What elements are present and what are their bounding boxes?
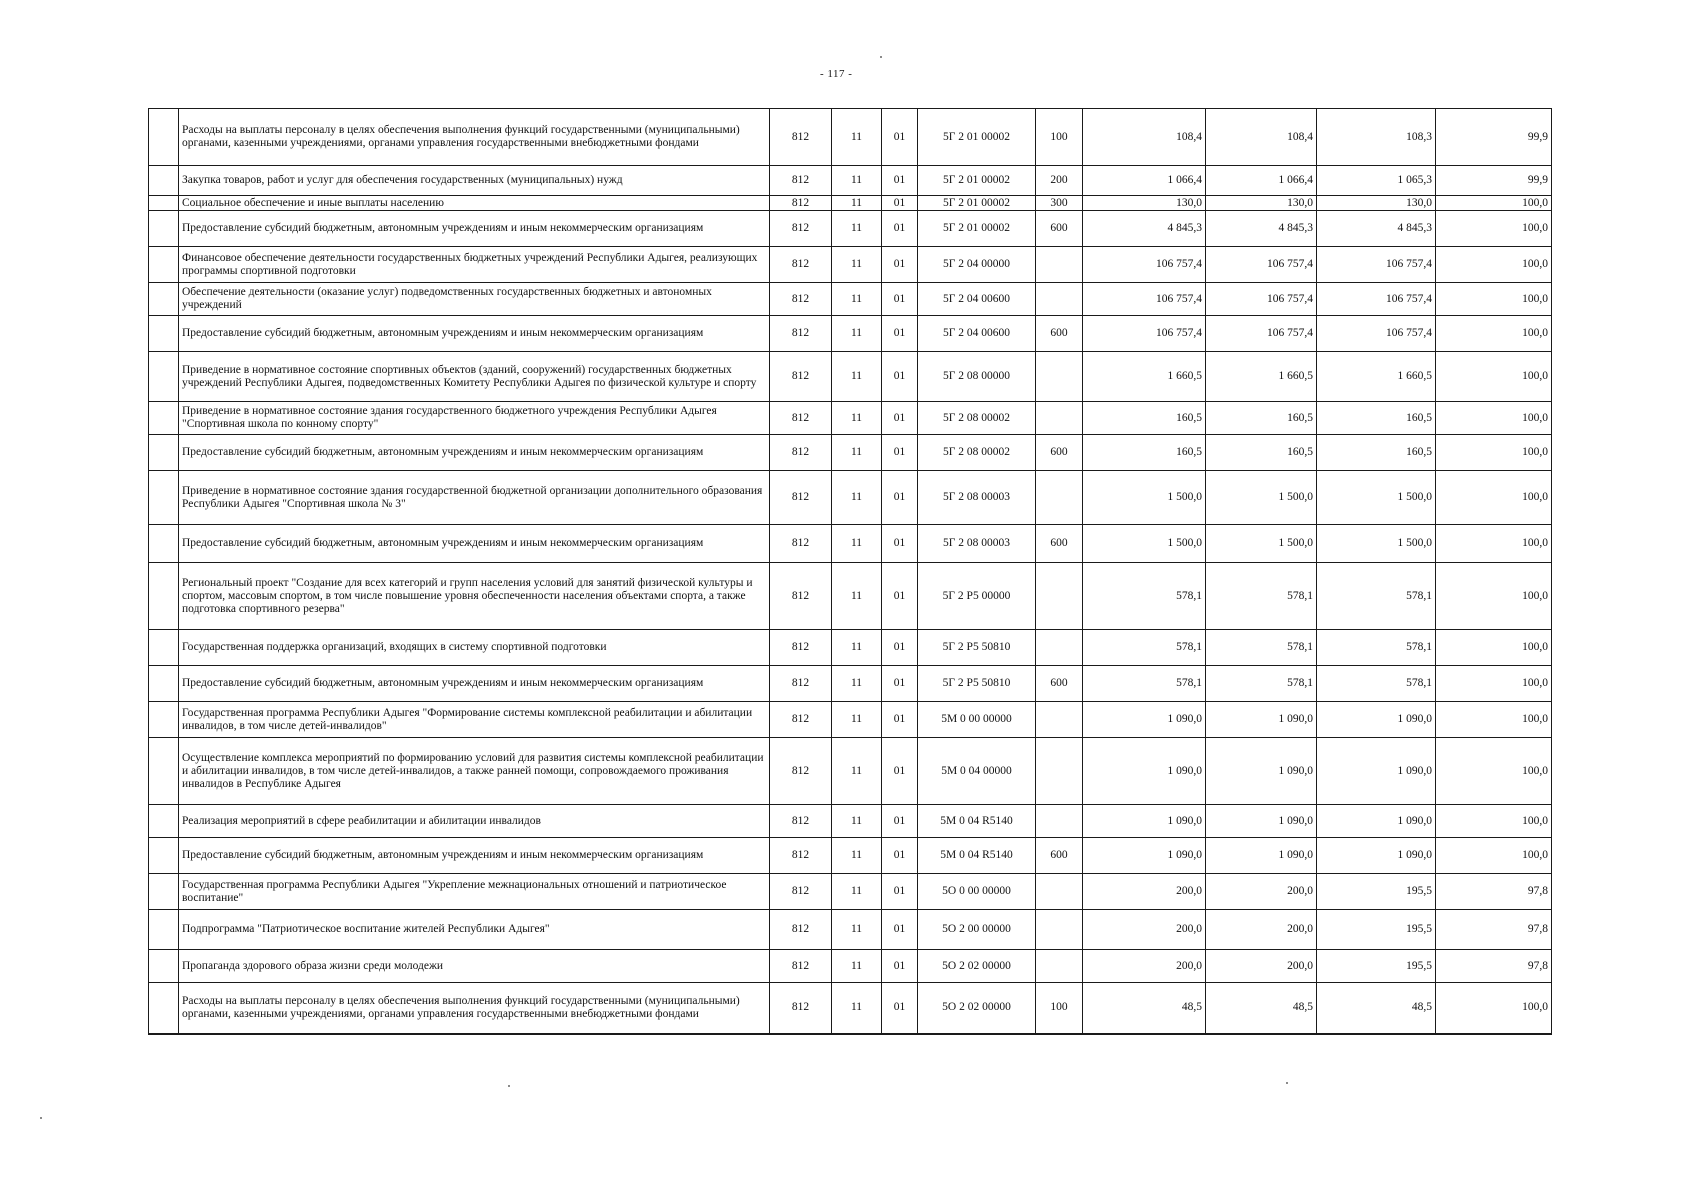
row-margin-cell [149,805,179,838]
execution-percent-cell: 100,0 [1436,702,1552,738]
name-cell: Осуществление комплекса мероприятий по формированию условий для развития системы комплексной реабилитации и абилитации инвалидов, в том числе детей-инвалидов, а также ранней помощи, сопровождаемого проживания инвалидов в Республике Адыгея [179,738,770,805]
approved-amount-cell: 108,4 [1083,109,1206,166]
refined-amount-cell: 160,5 [1206,435,1317,471]
ministry-code-cell: 812 [770,166,832,196]
target-article-cell: 5Г 2 08 00003 [918,525,1036,563]
row-margin-cell [149,316,179,352]
approved-amount-cell: 48,5 [1083,983,1206,1034]
subsection-code-cell: 01 [882,702,918,738]
ministry-code-cell: 812 [770,247,832,283]
target-article-cell: 5Г 2 01 00002 [918,196,1036,211]
target-article-cell: 5О 2 00 00000 [918,910,1036,950]
section-code-cell: 11 [832,983,882,1034]
approved-amount-cell: 160,5 [1083,402,1206,435]
row-margin-cell [149,950,179,983]
row-margin-cell [149,196,179,211]
subsection-code-cell: 01 [882,950,918,983]
row-margin-cell [149,838,179,874]
target-article-cell: 5О 2 02 00000 [918,950,1036,983]
table-row [149,166,1552,196]
section-code-cell: 11 [832,402,882,435]
refined-amount-cell: 1 500,0 [1206,525,1317,563]
row-margin-cell [149,471,179,525]
expense-type-cell: 600 [1036,666,1083,702]
executed-amount-cell: 195,5 [1317,910,1436,950]
execution-percent-cell: 100,0 [1436,525,1552,563]
target-article-cell: 5Г 2 04 00000 [918,247,1036,283]
execution-percent-cell: 100,0 [1436,402,1552,435]
approved-amount-cell: 1 500,0 [1083,525,1206,563]
name-cell: Предоставление субсидий бюджетным, автономным учреждениям и иным некоммерческим организациям [179,435,770,471]
table-row [149,109,1552,166]
row-margin-cell [149,166,179,196]
approved-amount-cell: 1 066,4 [1083,166,1206,196]
execution-percent-cell: 97,8 [1436,910,1552,950]
execution-percent-cell: 99,9 [1436,166,1552,196]
row-margin-cell [149,247,179,283]
row-margin-cell [149,738,179,805]
refined-amount-cell: 106 757,4 [1206,316,1317,352]
ministry-code-cell: 812 [770,402,832,435]
row-margin-cell [149,563,179,630]
refined-amount-cell: 48,5 [1206,983,1317,1034]
expense-type-cell: 100 [1036,983,1083,1034]
row-margin-cell [149,435,179,471]
row-margin-cell [149,874,179,910]
name-cell: Приведение в нормативное состояние здания государственного бюджетного учреждения Республики Адыгея "Спортивная школа по конному спорту" [179,402,770,435]
subsection-code-cell: 01 [882,283,918,316]
approved-amount-cell: 106 757,4 [1083,316,1206,352]
section-code-cell: 11 [832,874,882,910]
execution-percent-cell: 100,0 [1436,211,1552,247]
executed-amount-cell: 48,5 [1317,983,1436,1034]
ministry-code-cell: 812 [770,702,832,738]
executed-amount-cell: 1 065,3 [1317,166,1436,196]
expense-type-cell: 200 [1036,166,1083,196]
row-margin-cell [149,283,179,316]
name-cell: Предоставление субсидий бюджетным, автономным учреждениям и иным некоммерческим организациям [179,838,770,874]
ministry-code-cell: 812 [770,211,832,247]
name-cell: Предоставление субсидий бюджетным, автономным учреждениям и иным некоммерческим организациям [179,525,770,563]
expense-type-cell [1036,702,1083,738]
executed-amount-cell: 195,5 [1317,950,1436,983]
section-code-cell: 11 [832,247,882,283]
subsection-code-cell: 01 [882,910,918,950]
refined-amount-cell: 1 066,4 [1206,166,1317,196]
executed-amount-cell: 1 090,0 [1317,805,1436,838]
refined-amount-cell: 4 845,3 [1206,211,1317,247]
section-code-cell: 11 [832,435,882,471]
expense-type-cell [1036,283,1083,316]
approved-amount-cell: 1 090,0 [1083,702,1206,738]
section-code-cell: 11 [832,950,882,983]
executed-amount-cell: 578,1 [1317,630,1436,666]
executed-amount-cell: 4 845,3 [1317,211,1436,247]
expense-type-cell: 600 [1036,838,1083,874]
subsection-code-cell: 01 [882,805,918,838]
approved-amount-cell: 130,0 [1083,196,1206,211]
table-body [149,109,1552,1034]
section-code-cell: 11 [832,109,882,166]
refined-amount-cell: 160,5 [1206,402,1317,435]
approved-amount-cell: 1 090,0 [1083,738,1206,805]
execution-percent-cell: 100,0 [1436,316,1552,352]
ministry-code-cell: 812 [770,471,832,525]
section-code-cell: 11 [832,525,882,563]
table-row [149,983,1552,1034]
approved-amount-cell: 1 660,5 [1083,352,1206,402]
row-margin-cell [149,910,179,950]
refined-amount-cell: 578,1 [1206,666,1317,702]
expense-type-cell [1036,352,1083,402]
table-row [149,352,1552,402]
approved-amount-cell: 578,1 [1083,666,1206,702]
ministry-code-cell: 812 [770,352,832,402]
subsection-code-cell: 01 [882,738,918,805]
expense-type-cell [1036,910,1083,950]
refined-amount-cell: 200,0 [1206,874,1317,910]
name-cell: Государственная программа Республики Адыгея "Укрепление межнациональных отношений и патриотическое воспитание" [179,874,770,910]
name-cell: Государственная программа Республики Адыгея "Формирование системы комплексной реабилитации и абилитации инвалидов, в том числе детей-инвалидов" [179,702,770,738]
target-article-cell: 5Г 2 01 00002 [918,211,1036,247]
row-margin-cell [149,983,179,1034]
name-cell: Расходы на выплаты персоналу в целях обеспечения выполнения функций государственными (муниципальными) органами, казенными учреждениями, органами управления государственными внебюджетными фондами [179,983,770,1034]
table-row [149,563,1552,630]
approved-amount-cell: 106 757,4 [1083,247,1206,283]
execution-percent-cell: 100,0 [1436,352,1552,402]
approved-amount-cell: 200,0 [1083,950,1206,983]
executed-amount-cell: 160,5 [1317,402,1436,435]
table-row [149,471,1552,525]
target-article-cell: 5О 2 02 00000 [918,983,1036,1034]
section-code-cell: 11 [832,910,882,950]
section-code-cell: 11 [832,630,882,666]
target-article-cell: 5М 0 04 R5140 [918,805,1036,838]
target-article-cell: 5Г 2 08 00002 [918,402,1036,435]
ministry-code-cell: 812 [770,316,832,352]
name-cell: Подпрограмма "Патриотическое воспитание жителей Республики Адыгея" [179,910,770,950]
target-article-cell: 5М 0 04 R5140 [918,838,1036,874]
ministry-code-cell: 812 [770,805,832,838]
target-article-cell: 5Г 2 04 00600 [918,283,1036,316]
subsection-code-cell: 01 [882,525,918,563]
subsection-code-cell: 01 [882,402,918,435]
table-row [149,950,1552,983]
name-cell: Обеспечение деятельности (оказание услуг) подведомственных государственных бюджетных и автономных учреждений [179,283,770,316]
target-article-cell: 5Г 2 08 00003 [918,471,1036,525]
name-cell: Предоставление субсидий бюджетным, автономным учреждениям и иным некоммерческим организациям [179,666,770,702]
target-article-cell: 5Г 2 P5 50810 [918,630,1036,666]
subsection-code-cell: 01 [882,352,918,402]
execution-percent-cell: 100,0 [1436,838,1552,874]
subsection-code-cell: 01 [882,247,918,283]
expense-type-cell [1036,874,1083,910]
row-margin-cell [149,402,179,435]
ministry-code-cell: 812 [770,196,832,211]
budget-table [148,108,1552,1035]
executed-amount-cell: 106 757,4 [1317,283,1436,316]
page-number: - 117 - [820,68,853,80]
expense-type-cell [1036,950,1083,983]
table-row [149,738,1552,805]
scan-speck [508,1085,510,1087]
expense-type-cell [1036,630,1083,666]
table-row [149,283,1552,316]
execution-percent-cell: 100,0 [1436,630,1552,666]
subsection-code-cell: 01 [882,196,918,211]
ministry-code-cell: 812 [770,563,832,630]
executed-amount-cell: 160,5 [1317,435,1436,471]
expense-type-cell: 100 [1036,109,1083,166]
execution-percent-cell: 100,0 [1436,738,1552,805]
row-margin-cell [149,352,179,402]
section-code-cell: 11 [832,702,882,738]
execution-percent-cell: 100,0 [1436,805,1552,838]
ministry-code-cell: 812 [770,950,832,983]
execution-percent-cell: 100,0 [1436,196,1552,211]
name-cell: Реализация мероприятий в сфере реабилитации и абилитации инвалидов [179,805,770,838]
executed-amount-cell: 108,3 [1317,109,1436,166]
table-row [149,402,1552,435]
section-code-cell: 11 [832,316,882,352]
target-article-cell: 5М 0 00 00000 [918,702,1036,738]
executed-amount-cell: 1 090,0 [1317,702,1436,738]
name-cell: Государственная поддержка организаций, входящих в систему спортивной подготовки [179,630,770,666]
executed-amount-cell: 578,1 [1317,666,1436,702]
approved-amount-cell: 200,0 [1083,910,1206,950]
ministry-code-cell: 812 [770,738,832,805]
executed-amount-cell: 106 757,4 [1317,316,1436,352]
ministry-code-cell: 812 [770,109,832,166]
section-code-cell: 11 [832,666,882,702]
subsection-code-cell: 01 [882,166,918,196]
executed-amount-cell: 130,0 [1317,196,1436,211]
scan-speck [880,56,882,58]
executed-amount-cell: 1 090,0 [1317,738,1436,805]
executed-amount-cell: 1 090,0 [1317,838,1436,874]
executed-amount-cell: 578,1 [1317,563,1436,630]
execution-percent-cell: 100,0 [1436,666,1552,702]
refined-amount-cell: 1 660,5 [1206,352,1317,402]
approved-amount-cell: 106 757,4 [1083,283,1206,316]
target-article-cell: 5Г 2 08 00000 [918,352,1036,402]
target-article-cell: 5Г 2 08 00002 [918,435,1036,471]
name-cell: Пропаганда здорового образа жизни среди молодежи [179,950,770,983]
expense-type-cell [1036,738,1083,805]
expense-type-cell: 600 [1036,316,1083,352]
section-code-cell: 11 [832,738,882,805]
name-cell: Региональный проект "Создание для всех категорий и групп населения условий для занятий физической культуры и спортом, массовым спортом, в том числе повышение уровня обеспеченности населения объектами спорта, а также подготовка спортивного резерва" [179,563,770,630]
refined-amount-cell: 1 500,0 [1206,471,1317,525]
subsection-code-cell: 01 [882,435,918,471]
scan-speck [40,1117,42,1119]
table-row [149,805,1552,838]
name-cell: Приведение в нормативное состояние спортивных объектов (зданий, сооружений) государственных бюджетных учреждений Республики Адыгея, подведомственных Комитету Республики Адыгея по физической культуре и спорту [179,352,770,402]
refined-amount-cell: 106 757,4 [1206,247,1317,283]
ministry-code-cell: 812 [770,666,832,702]
execution-percent-cell: 97,8 [1436,950,1552,983]
subsection-code-cell: 01 [882,666,918,702]
ministry-code-cell: 812 [770,838,832,874]
executed-amount-cell: 106 757,4 [1317,247,1436,283]
row-margin-cell [149,525,179,563]
target-article-cell: 5Г 2 P5 00000 [918,563,1036,630]
table-row [149,874,1552,910]
section-code-cell: 11 [832,211,882,247]
name-cell: Социальное обеспечение и иные выплаты населению [179,196,770,211]
approved-amount-cell: 1 500,0 [1083,471,1206,525]
table-row [149,211,1552,247]
refined-amount-cell: 578,1 [1206,563,1317,630]
row-margin-cell [149,211,179,247]
table-row [149,196,1552,211]
expense-type-cell: 600 [1036,435,1083,471]
section-code-cell: 11 [832,166,882,196]
executed-amount-cell: 195,5 [1317,874,1436,910]
section-code-cell: 11 [832,352,882,402]
expense-type-cell [1036,563,1083,630]
ministry-code-cell: 812 [770,630,832,666]
name-cell: Предоставление субсидий бюджетным, автономным учреждениям и иным некоммерческим организациям [179,211,770,247]
refined-amount-cell: 1 090,0 [1206,738,1317,805]
row-margin-cell [149,630,179,666]
subsection-code-cell: 01 [882,563,918,630]
name-cell: Закупка товаров, работ и услуг для обеспечения государственных (муниципальных) нужд [179,166,770,196]
approved-amount-cell: 4 845,3 [1083,211,1206,247]
executed-amount-cell: 1 500,0 [1317,471,1436,525]
table-row [149,316,1552,352]
subsection-code-cell: 01 [882,630,918,666]
target-article-cell: 5О 0 00 00000 [918,874,1036,910]
refined-amount-cell: 108,4 [1206,109,1317,166]
executed-amount-cell: 1 500,0 [1317,525,1436,563]
target-article-cell: 5Г 2 04 00600 [918,316,1036,352]
refined-amount-cell: 1 090,0 [1206,838,1317,874]
subsection-code-cell: 01 [882,471,918,525]
row-margin-cell [149,702,179,738]
refined-amount-cell: 578,1 [1206,630,1317,666]
ministry-code-cell: 812 [770,525,832,563]
table-row [149,435,1552,471]
ministry-code-cell: 812 [770,983,832,1034]
target-article-cell: 5Г 2 P5 50810 [918,666,1036,702]
name-cell: Приведение в нормативное состояние здания государственной бюджетной организации дополнительного образования Республики Адыгея "Спортивная школа № 3" [179,471,770,525]
expense-type-cell: 300 [1036,196,1083,211]
section-code-cell: 11 [832,471,882,525]
table-row [149,910,1552,950]
row-margin-cell [149,109,179,166]
target-article-cell: 5Г 2 01 00002 [918,166,1036,196]
section-code-cell: 11 [832,563,882,630]
section-code-cell: 11 [832,805,882,838]
scan-speck [1286,1082,1288,1084]
table-row [149,838,1552,874]
execution-percent-cell: 100,0 [1436,283,1552,316]
ministry-code-cell: 812 [770,910,832,950]
execution-percent-cell: 97,8 [1436,874,1552,910]
approved-amount-cell: 1 090,0 [1083,838,1206,874]
table-row [149,247,1552,283]
expense-type-cell [1036,805,1083,838]
row-margin-cell [149,666,179,702]
expense-type-cell: 600 [1036,525,1083,563]
execution-percent-cell: 100,0 [1436,247,1552,283]
section-code-cell: 11 [832,283,882,316]
ministry-code-cell: 812 [770,874,832,910]
expense-type-cell [1036,402,1083,435]
subsection-code-cell: 01 [882,211,918,247]
table-row [149,666,1552,702]
table-row [149,630,1552,666]
section-code-cell: 11 [832,838,882,874]
table-row [149,525,1552,563]
target-article-cell: 5Г 2 01 00002 [918,109,1036,166]
expense-type-cell [1036,247,1083,283]
execution-percent-cell: 100,0 [1436,563,1552,630]
refined-amount-cell: 1 090,0 [1206,805,1317,838]
execution-percent-cell: 99,9 [1436,109,1552,166]
ministry-code-cell: 812 [770,283,832,316]
expense-type-cell [1036,471,1083,525]
approved-amount-cell: 200,0 [1083,874,1206,910]
subsection-code-cell: 01 [882,983,918,1034]
subsection-code-cell: 01 [882,109,918,166]
executed-amount-cell: 1 660,5 [1317,352,1436,402]
execution-percent-cell: 100,0 [1436,471,1552,525]
table-row [149,702,1552,738]
target-article-cell: 5М 0 04 00000 [918,738,1036,805]
approved-amount-cell: 160,5 [1083,435,1206,471]
execution-percent-cell: 100,0 [1436,983,1552,1034]
approved-amount-cell: 578,1 [1083,630,1206,666]
expense-type-cell: 600 [1036,211,1083,247]
approved-amount-cell: 578,1 [1083,563,1206,630]
name-cell: Расходы на выплаты персоналу в целях обеспечения выполнения функций государственными (муниципальными) органами, казенными учреждениями, органами управления государственными внебюджетными фондами [179,109,770,166]
name-cell: Финансовое обеспечение деятельности государственных бюджетных учреждений Республики Адыгея, реализующих программы спортивной подготовки [179,247,770,283]
refined-amount-cell: 200,0 [1206,910,1317,950]
subsection-code-cell: 01 [882,874,918,910]
ministry-code-cell: 812 [770,435,832,471]
refined-amount-cell: 130,0 [1206,196,1317,211]
approved-amount-cell: 1 090,0 [1083,805,1206,838]
name-cell: Предоставление субсидий бюджетным, автономным учреждениям и иным некоммерческим организациям [179,316,770,352]
execution-percent-cell: 100,0 [1436,435,1552,471]
subsection-code-cell: 01 [882,838,918,874]
subsection-code-cell: 01 [882,316,918,352]
refined-amount-cell: 200,0 [1206,950,1317,983]
refined-amount-cell: 106 757,4 [1206,283,1317,316]
section-code-cell: 11 [832,196,882,211]
refined-amount-cell: 1 090,0 [1206,702,1317,738]
